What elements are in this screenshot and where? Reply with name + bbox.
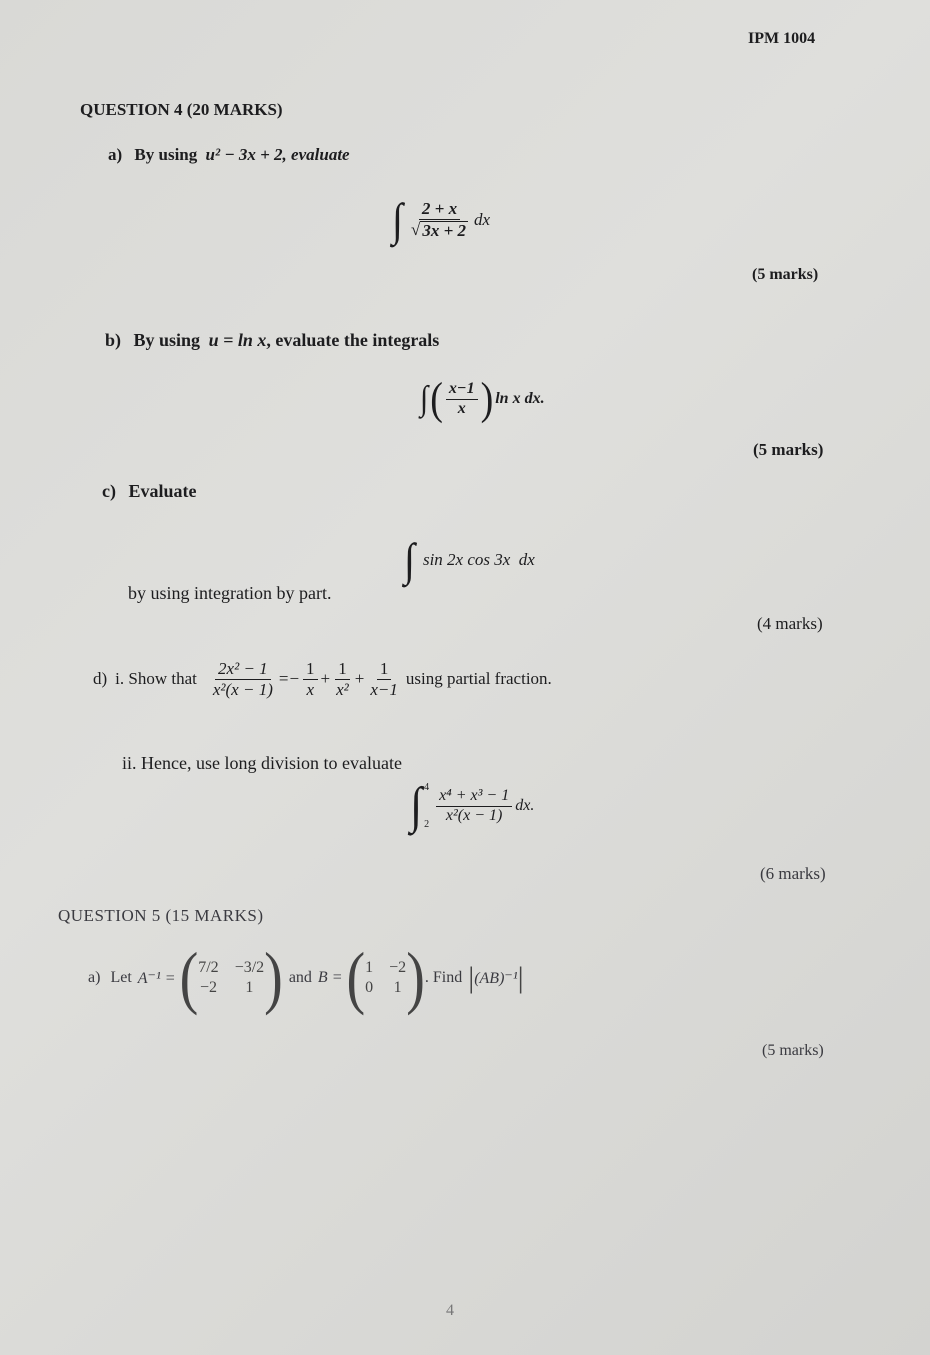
- integral-sign-icon: ∫: [410, 777, 423, 834]
- q4d-marks: (6 marks): [760, 864, 826, 883]
- matrix-b: [365, 959, 406, 997]
- q4d-i-statement: d) i. Show that $\frac{\text{2x² − 1}}{\text{x²(x − 1)}}$ = − $\frac{1}{x}$ + $\frac{1}{\text{x²}}$ + $\frac{1}{x-1}$ using partial fraction.: [93, 659, 552, 699]
- q5a-and: and: [288, 969, 312, 986]
- q4d-ii-denominator: x²(x − 1): [445, 806, 503, 824]
- q4b-substitution: u = ln x: [208, 330, 267, 350]
- q5a-statement: a) Let A⁻¹ = ( 7/2 −3/2 −2 1 ) and B = ( 1 −2 0 1 ) . Find | (AB)⁻¹ |: [88, 939, 524, 1017]
- q4c-integrand: sin 2x cos 3x dx: [422, 550, 535, 569]
- q4c-integral: [404, 533, 535, 586]
- q4b-label: b): [105, 330, 122, 350]
- matrix-a-cell: 1: [245, 979, 254, 996]
- square-root-icon: √ 3x + 2: [410, 220, 466, 240]
- question-4-title: QUESTION 4 (20 MARKS): [80, 100, 283, 119]
- q4d-lhs-denominator: x²(x − 1): [212, 679, 273, 699]
- q4a-marks: (5 marks): [752, 266, 819, 283]
- q4d-label: d): [93, 669, 108, 689]
- q4b-tail: ln x dx.: [495, 390, 545, 407]
- q4b-text: By using: [133, 330, 201, 350]
- q4d-term3-denominator: x−1: [370, 679, 398, 699]
- question-5-title: QUESTION 5 (15 MARKS): [58, 906, 264, 925]
- q4a-label: a): [108, 145, 123, 164]
- q4d-term2-denominator: x²: [336, 679, 349, 699]
- integral-sign-icon: ∫: [392, 193, 403, 246]
- course-code: IPM 1004: [748, 30, 816, 47]
- q4a-substitution: u² − 3x + 2, evaluate: [205, 145, 350, 164]
- integral-sign-icon: ∫: [420, 379, 429, 418]
- q4b-statement: [105, 330, 439, 351]
- q4a-denominator: 3x + 2: [422, 221, 466, 240]
- q4d-lower-limit: 2: [424, 819, 430, 830]
- q4d-i-text: i. Show that: [115, 669, 197, 689]
- page-number: 4: [446, 1302, 454, 1319]
- q4a-text: By using: [134, 145, 198, 164]
- q4b-numerator: x−1: [446, 381, 478, 400]
- q4d-lhs-numerator: 2x² − 1: [215, 660, 271, 680]
- q4b-text2: , evaluate the integrals: [266, 330, 440, 350]
- q4c-label: c): [102, 481, 116, 501]
- q5a-matrix-b-name: B =: [317, 969, 343, 986]
- q4b-marks: (5 marks): [753, 440, 824, 459]
- matrix-b-cell: 0: [365, 979, 374, 996]
- q4b-integral: ∫ ( $\frac{x-1}{x}$ ) ln x dx.: [420, 373, 545, 425]
- q5a-find: . Find: [424, 969, 463, 986]
- q5a-label: a): [88, 969, 101, 986]
- matrix-a-inverse: [198, 959, 264, 997]
- matrix-a-cell: −2: [199, 979, 217, 996]
- q4d-equals: =: [278, 669, 289, 689]
- matrix-b-cell: 1: [365, 959, 374, 976]
- q5a-text: Let: [110, 969, 132, 986]
- q4a-statement: [108, 145, 350, 165]
- q4b-denominator: x: [457, 399, 466, 417]
- q4d-term2-numerator: 1: [335, 660, 350, 680]
- q4d-ii-dx: dx.: [515, 797, 535, 814]
- q5a-marks: (5 marks): [762, 1042, 824, 1059]
- q4c-marks: (4 marks): [757, 614, 823, 633]
- q5a-matrix-a-name: A⁻¹ =: [137, 970, 176, 987]
- q4d-term3-numerator: 1: [377, 660, 392, 680]
- q5a-target: (AB)⁻¹: [474, 970, 518, 987]
- q4a-numerator: 2 + x: [419, 200, 460, 220]
- matrix-b-cell: −2: [389, 959, 407, 976]
- q4d-upper-limit: 4: [424, 782, 430, 793]
- q4d-ii-numerator: x⁴ + x³ − 1: [436, 788, 512, 807]
- integral-sign-icon: ∫: [404, 533, 415, 586]
- matrix-a-cell: −3/2: [234, 959, 265, 976]
- matrix-a-cell: 7/2: [198, 959, 219, 976]
- q4c-text: Evaluate: [128, 481, 197, 501]
- q4a-integral: [392, 193, 491, 246]
- q4d-i-tail: using partial fraction.: [405, 669, 552, 689]
- q4d-ii-integral: [410, 777, 535, 834]
- matrix-b-cell: 1: [393, 979, 402, 996]
- q4c-statement: [102, 481, 197, 502]
- q4d-term1-numerator: 1: [303, 660, 318, 680]
- q4d-ii-statement: ii. Hence, use long division to evaluate: [122, 753, 402, 773]
- q4a-dx: dx: [474, 210, 491, 229]
- q4c-method: by using integration by part.: [128, 583, 332, 603]
- q4d-term1-denominator: x: [306, 679, 315, 699]
